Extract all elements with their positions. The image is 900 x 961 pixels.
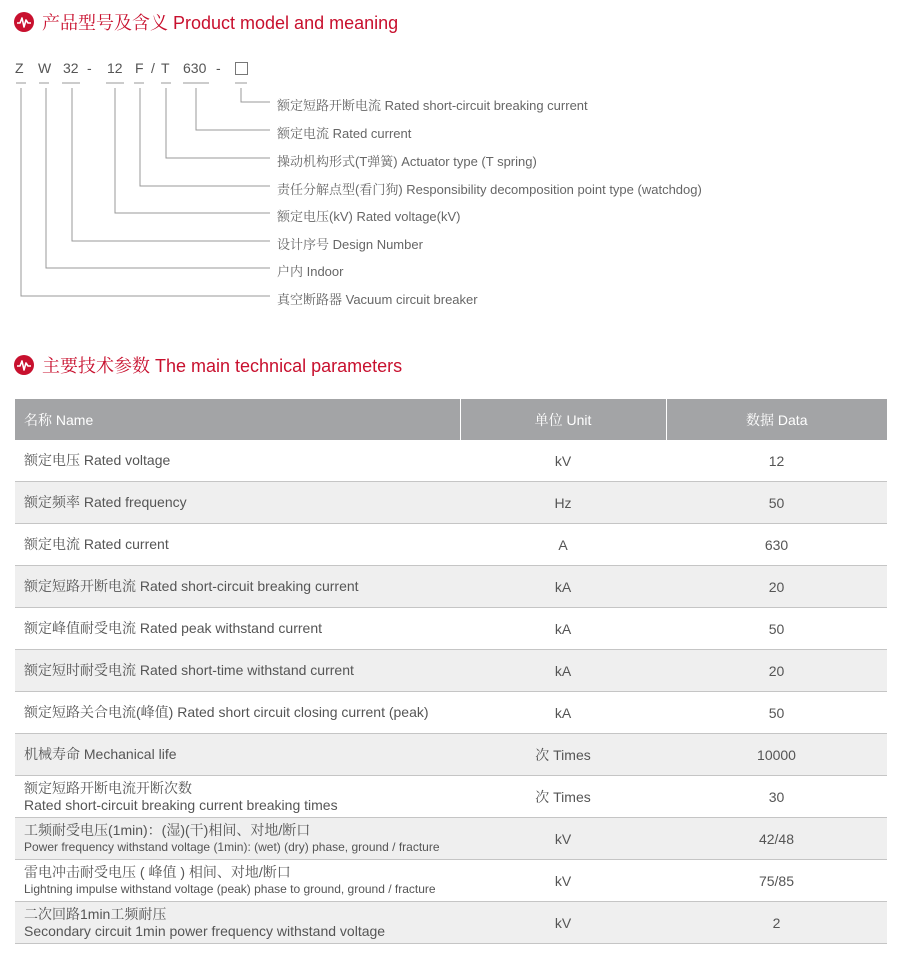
table-row [15,608,887,650]
table-row [15,860,887,902]
column-header-name: 名称 Name [15,399,460,440]
param-name: 额定频率 Rated frequency [15,482,460,524]
meaning-indoor: 户内 Indoor [277,264,344,279]
param-unit: kA [460,692,666,734]
code-part: - [87,60,92,76]
param-name [15,860,460,902]
code-part: 32 [63,60,79,76]
param-name: 额定电流 Rated current [15,524,460,566]
param-name-zh: 额定短路开断电流开断次数 [24,779,192,796]
param-value: 2 [666,902,887,944]
param-name-en: Power frequency withstand voltage (1min): (wet) (dry) phase, ground / fracture [24,839,440,854]
param-unit: kV [460,860,666,902]
param-unit: A [460,524,666,566]
param-unit: kV [460,440,666,482]
column-header-data: 数据 Data [666,399,887,440]
table-row [15,818,887,860]
section-header-parameters [14,352,402,378]
table-header-row [15,399,887,440]
param-name-en: Secondary circuit 1min power frequency withstand voltage [24,922,386,939]
code-part: / [151,60,155,76]
table-row [15,440,887,482]
table-row [15,524,887,566]
param-value: 10000 [666,734,887,776]
section-title: 主要技术参数 The main technical parameters [42,356,403,376]
param-value: 20 [666,566,887,608]
param-name: 额定短时耐受电流 Rated short-time withstand current [15,650,460,692]
table-row [15,482,887,524]
code-part: T [161,60,170,76]
section-title: 产品型号及含义 Product model and meaning [42,13,399,33]
code-part: - [216,60,221,76]
param-name: 额定峰值耐受电流 Rated peak withstand current [15,608,460,650]
param-name: 额定短路开断电流 Rated short-circuit breaking current [15,566,460,608]
code-part: 12 [107,60,123,76]
param-unit: Hz [460,482,666,524]
meaning-rated-voltage: 额定电压(kV) Rated voltage(kV) [277,209,461,224]
param-unit: kA [460,650,666,692]
column-header-unit: 单位 Unit [460,399,666,440]
table-row [15,734,887,776]
code-part: Z [15,60,24,76]
param-unit: 次 Times [460,734,666,776]
table-row [15,902,887,944]
param-name [15,818,460,860]
code-part: 630 [183,60,207,76]
meaning-design-number: 设计序号 Design Number [277,237,423,252]
param-unit: kA [460,566,666,608]
table-row [15,650,887,692]
param-name-zh: 雷电冲击耐受电压 ( 峰值 ) 相间、对地/断口 [24,863,291,880]
table-row [15,692,887,734]
param-name: 额定短路关合电流(峰值) Rated short circuit closing current (peak) [15,692,460,734]
param-unit: kV [460,818,666,860]
param-value: 30 [666,776,887,818]
param-value: 50 [666,608,887,650]
param-unit: kA [460,608,666,650]
meaning-rated-current: 额定电流 Rated current [277,126,412,141]
code-part: W [38,60,52,76]
param-name-en: Lightning impulse withstand voltage (peak) phase to ground, ground / fracture [24,881,436,896]
param-value: 20 [666,650,887,692]
brand-logo-icon [14,355,34,375]
param-name: 机械寿命 Mechanical life [15,734,460,776]
param-value: 12 [666,440,887,482]
meaning-actuator-type: 操动机构形式(T弹簧) Actuator type (T spring) [277,154,537,169]
meaning-breaking-current: 额定短路开断电流 Rated short-circuit breaking current [277,98,588,113]
param-name: 额定电压 Rated voltage [15,440,460,482]
param-unit: kV [460,902,666,944]
param-name-zh: 工频耐受电压(1min)：(湿)(干)相间、对地/断口 [24,821,311,838]
param-unit: 次 Times [460,776,666,818]
table-row [15,776,887,818]
param-value: 50 [666,482,887,524]
meaning-responsibility-point: 责任分解点型(看门狗) Responsibility decomposition point type (watchdog) [277,182,702,197]
code-part: F [135,60,144,76]
param-value: 630 [666,524,887,566]
param-name-en: Rated short-circuit breaking current breaking times [24,796,338,813]
parameters-table [15,399,887,944]
param-name-zh: 二次回路1min工频耐压 [24,905,167,922]
table-row [15,566,887,608]
meaning-vacuum-breaker: 真空断路器 Vacuum circuit breaker [277,292,478,307]
param-name [15,902,460,944]
param-value: 75/85 [666,860,887,902]
param-value: 50 [666,692,887,734]
param-value: 42/48 [666,818,887,860]
param-name [15,776,460,818]
